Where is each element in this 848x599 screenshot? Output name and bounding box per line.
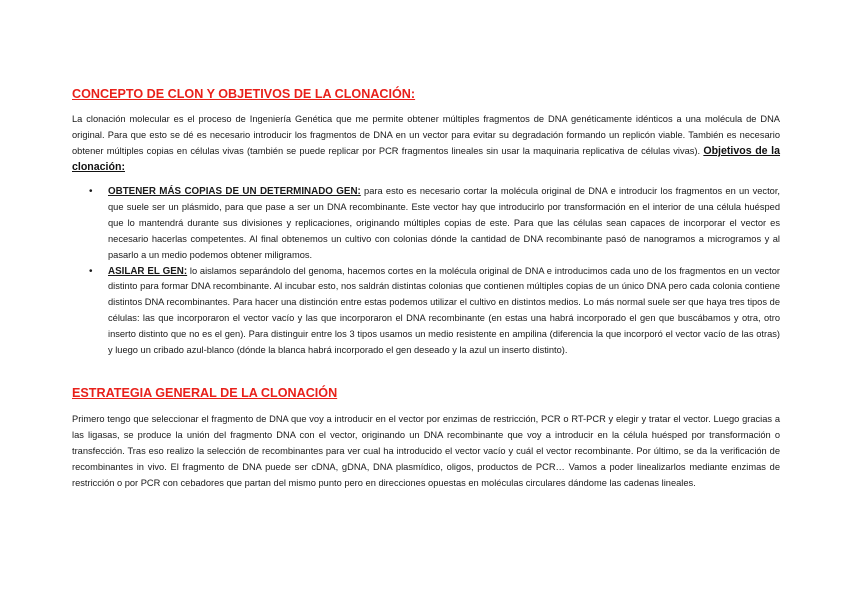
list-item	[72, 264, 780, 359]
intro-paragraph	[72, 112, 780, 176]
intro-text: La clonación molecular es el proceso de Ingeniería Genética que me permite obtener múltiples fragmentos de DNA genéticamente idénticos a una molécula de DNA original. Para que esto se dé es necesario introducir los fragmentos de DNA en un vector para evitar su degradación formando un replicón viable. También es necesario obtener múltiples copias en células vivas (también se puede replicar por PCR fragmentos lineales sin usar la maquinaria replicativa de células vivas).	[72, 114, 780, 156]
strategy-paragraph: Primero tengo que seleccionar el fragmento de DNA que voy a introducir en el vector por enzimas de restricción, PCR o RT-PCR y elegir y tratar el vector. Luego gracias a las ligasas, se produce la unión del fragmento DNA con el vector, originando un DNA recombinante que voy a introducir en la célula huésped por transformación o transfección. Tras eso realizo la selección de recombinantes para ver cual ha introducido el vector vacío y cuál el vector recombinante. Por último, se da la verificación de recombinantes in vivo. El fragmento de DNA puede ser cDNA, gDNA, DNA plasmídico, oligos, productos de PCR… Vamos a poder linealizarlos mediante enzimas de restricción o por PCR con cebadores que partan del mismo punto pero en direcciones opuestas en moléculas circulares dándome las cadenas lineales.	[72, 414, 780, 488]
bullet-icon: •	[89, 265, 93, 277]
objective-text: lo aislamos separándolo del genoma, hacemos cortes en la molécula original de DNA e introducimos cada uno de los fragmentos en un vector distinto para formar DNA recombinante. Al incubar esto, nos saldrán distintas colonias que contienen múltiples copias de un único DNA pero cada colonia contiene distintos DNA recombinantes. Para hacer una distinción entre estas podemos utilizar el cultivo en distintos medios. Lo más normal suele ser que haya tres tipos de células: las que incorporaron el vector vacío y las que incorporaron el DNA recombinante (en estas una habrá incorporado el gen que buscábamos y otra, otro inserto distinto que no es el gen). Para distinguir entre los 3 tipos usamos un medio resistente en ampilina (diferencia la que incorporó el vector vacío de las otras) y luego un cribado azul-blanco (dónde la blanca habrá incorporado el gen deseado y la azul un inserto distinto).	[108, 265, 780, 356]
bullet-icon: •	[89, 186, 93, 197]
objective-label: OBTENER MÁS COPIAS DE UN DETERMINADO GEN:	[108, 186, 361, 197]
objectives-title: Objetivos de la clonación:	[72, 144, 781, 173]
objective-label: ASILAR EL GEN:	[108, 265, 188, 277]
objective-text: para esto es necesario cortar la molécula original de DNA e introducir los fragmentos en un vector, que suele ser un plásmido, para que pase a ser un DNA recombinante. Este vector hay que introducirlo por transformación en el interior de una célula huésped que lo mantendrá durante sus divisiones y replicaciones, originando múltiples copias de este. Para que las células sean capaces de incorporar el vector es necesario hacerlas competentes. Al final obtenemos un cultivo con colonias dónde la cantidad de DNA recombinante pasó de nanogramos a microgramos y al pasarlo a un medio podemos obtener miligramos.	[108, 186, 780, 260]
section-heading-strategy: ESTRATEGIA GENERAL DE LA CLONACIÓN	[72, 386, 338, 400]
section-heading-concept: CONCEPTO DE CLON Y OBJETIVOS DE LA CLONACIÓN:	[72, 87, 416, 101]
list-item	[72, 184, 780, 264]
objectives-list	[72, 184, 780, 359]
